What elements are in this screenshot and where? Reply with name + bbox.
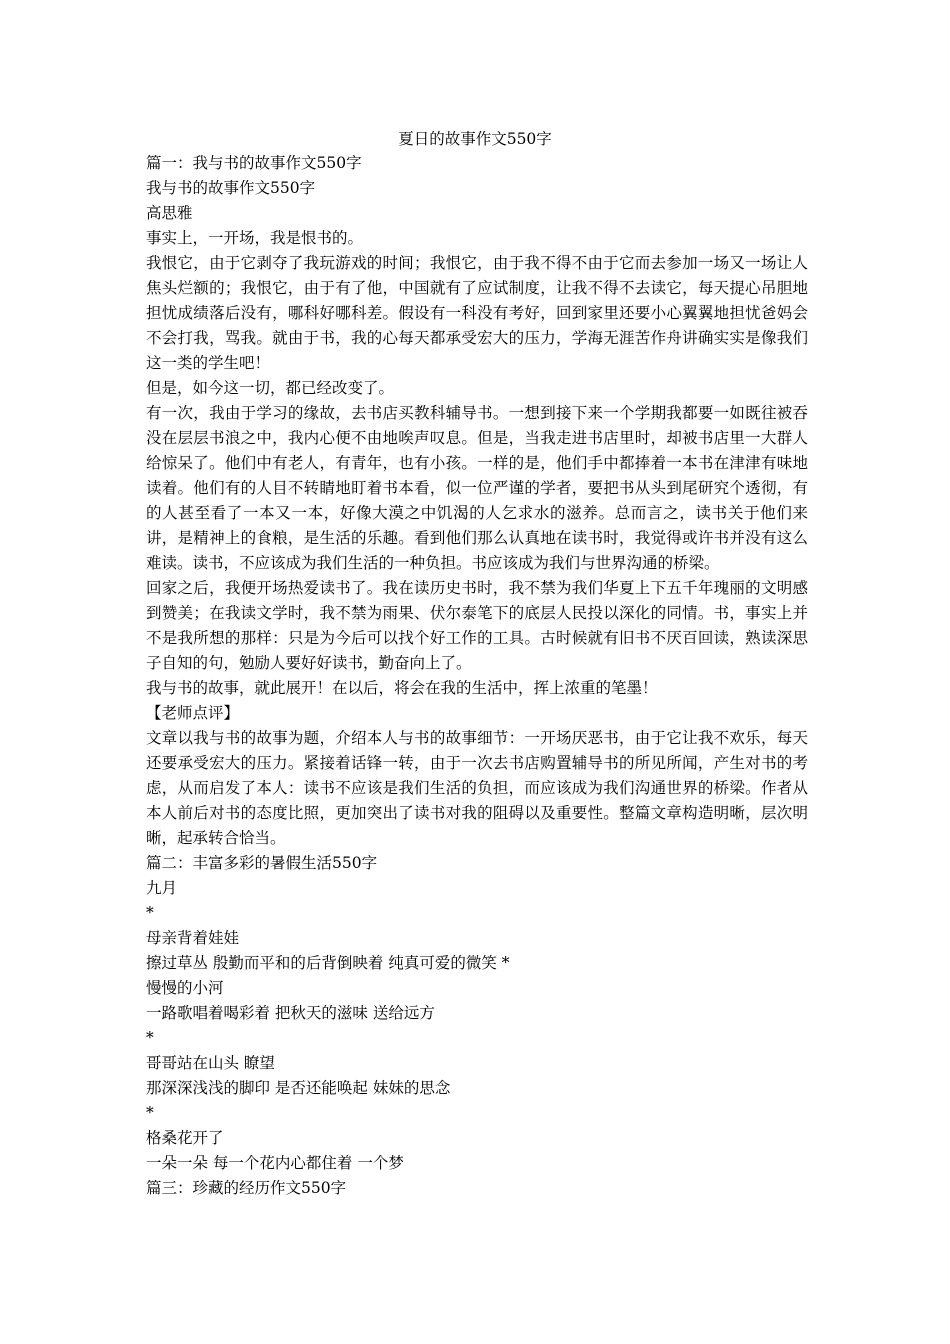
poem-line: 那深深浅浅的脚印 是否还能唤起 妹妹的思念	[146, 1079, 451, 1097]
paragraph: 我恨它，由于它剥夺了我玩游戏的时间；我恨它，由于我不得不由于它而去参加一场又一场让人焦头烂额的；我恨它，由于有了他，中国就有了应试制度，让我不得不去读它，每天提心吊胆地担忧成绩落后没有，哪科好哪科差。假设有一科没有考好，回到家里还要小心翼翼地担忧爸妈会不会打我，骂我。就由于书，我的心每天都承受宏大的压力，学海无涯苦作舟讲确实实是像我们这一类的学生吧！	[146, 254, 808, 372]
poem-line: 母亲背着娃娃	[146, 929, 240, 947]
poem-separator: *	[146, 1104, 154, 1122]
poem-separator: *	[146, 904, 154, 922]
paragraph: 回家之后，我便开场热爱读书了。我在读历史书时，我不禁为我们华夏上下五千年瑰丽的文明感到赞美；在我读文学时，我不禁为雨果、伏尔泰笔下的底层人民投以深化的同情。书，事实上并不是我所想的那样：只是为今后可以找个好工作的工具。古时候就有旧书不厌百回读，熟读深思子自知的句，勉励人要好好读书，勤奋向上了。	[146, 579, 808, 672]
document-body	[146, 151, 808, 1201]
section-heading-2: 篇二：丰富多彩的暑假生活550字	[146, 854, 378, 872]
poem-title: 九月	[146, 879, 178, 897]
poem-line: 一路歌唱着喝彩着 把秋天的滋味 送给远方	[146, 1004, 435, 1022]
poem-line: 擦过草丛 殷勤而平和的后背倒映着 纯真可爱的微笑 *	[146, 954, 510, 972]
teacher-comment-heading: 【老师点评】	[146, 704, 240, 722]
article-title: 我与书的故事作文550字	[146, 179, 316, 197]
poem-line: 一朵一朵 每一个花内心都住着 一个梦	[146, 1154, 404, 1172]
section-heading-3: 篇三：珍藏的经历作文550字	[146, 1179, 347, 1197]
poem-line: 慢慢的小河	[146, 979, 224, 997]
document-title: 夏日的故事作文550字	[398, 130, 552, 148]
paragraph: 但是，如今这一切，都已经改变了。	[146, 379, 395, 397]
poem-line: 哥哥站在山头 瞭望	[146, 1054, 275, 1072]
paragraph: 事实上，一开场，我是恨书的。	[146, 229, 364, 247]
author-name: 高思雅	[146, 204, 193, 222]
poem-line: 格桑花开了	[146, 1129, 224, 1147]
poem-separator: *	[146, 1029, 154, 1047]
teacher-comment: 文章以我与书的故事为题，介绍本人与书的故事细节：一开场厌恶书，由于它让我不欢乐，每天还要承受宏大的压力。紧接着话锋一转，由于一次去书店购置辅导书的所见所闻，产生对书的考虑，从而启发了本人：读书不应该是我们生活的负担，而应该成为我们沟通世界的桥梁。作者从本人前后对书的态度比照，更加突出了读书对我的阻碍以及重要性。整篇文章构造明晰，层次明晰，起承转合恰当。	[146, 729, 808, 847]
section-heading-1: 篇一：我与书的故事作文550字	[146, 154, 362, 172]
paragraph: 我与书的故事，就此展开！在以后，将会在我的生活中，挥上浓重的笔墨！	[146, 679, 658, 697]
paragraph: 有一次，我由于学习的缘故，去书店买教科辅导书。一想到接下来一个学期我都要一如既往被吞没在层层书浪之中，我内心便不由地唉声叹息。但是，当我走进书店里时，却被书店里一大群人给惊呆了。他们中有老人，有青年，也有小孩。一样的是，他们手中都捧着一本书在津津有味地读着。他们有的人目不转睛地盯着书本看，似一位严谨的学者，要把书从头到尾研究个透彻，有的人甚至看了一本又一本，好像大漠之中饥渴的人乞求水的滋养。总而言之，读书关于他们来讲，是精神上的食粮，是生活的乐趣。看到他们那么认真地在读书时，我觉得或许书并没有这么难读。读书，不应该成为我们生活的一种负担。书应该成为我们与世界沟通的桥梁。	[146, 404, 808, 572]
